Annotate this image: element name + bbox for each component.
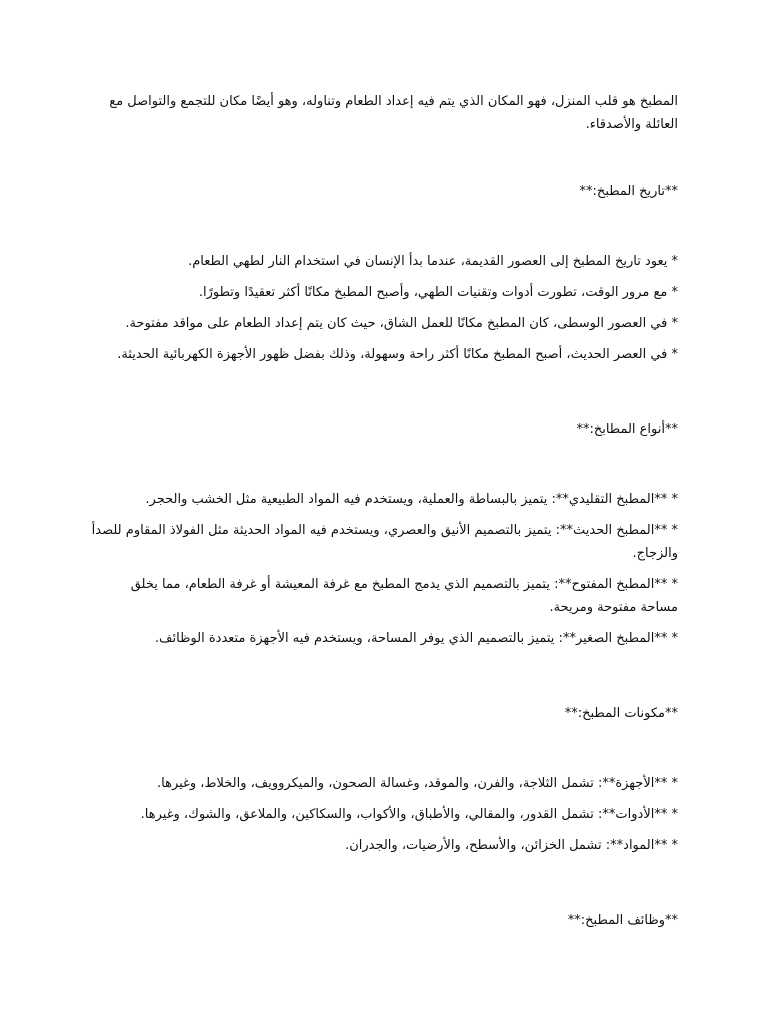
list-item: * يعود تاريخ المطبخ إلى العصور القديمة، عندما بدأ الإنسان في استخدام النار لطهي الطعام. — [188, 254, 678, 269]
list-item: * **المطبخ الصغير**: يتميز بالتصميم الذي يوفر المساحة، ويستخدم فيه الأجهزة متعددة الوظائف. — [154, 631, 678, 646]
list-item: * **الأجهزة**: تشمل الثلاجة، والفرن، والموقد، وغسالة الصحون، والميكروويف، والخلاط، وغيرها. — [157, 776, 678, 791]
section-heading-history: **تاريخ المطبخ:** — [579, 184, 678, 199]
section-heading-components: **مكونات المطبخ:** — [564, 706, 678, 721]
intro-paragraph: المطبخ هو قلب المنزل، فهو المكان الذي يتم فيه إعداد الطعام وتناوله، وهو أيضًا مكان للتجمع والتواصل مع العائلة والأصدقاء. — [109, 94, 678, 132]
document-page — [90, 90, 678, 932]
list-item: * في العصور الوسطى، كان المطبخ مكانًا للعمل الشاق، حيث كان يتم إعداد الطعام على مواقد مفتوحة. — [125, 316, 678, 331]
list-item: * في العصر الحديث، أصبح المطبخ مكانًا أكثر راحة وسهولة، وذلك بفضل ظهور الأجهزة الكهربائية الحديثة. — [117, 347, 678, 362]
list-item: * **الأدوات**: تشمل القدور، والمقالي، والأطباق، والأكواب، والسكاكين، والملاعق، والشوك، وغيرها. — [140, 807, 678, 822]
section-heading-functions: **وظائف المطبخ:** — [567, 913, 678, 928]
list-item: * **المواد**: تشمل الخزائن، والأسطح، والأرضيات، والجدران. — [345, 838, 678, 853]
list-item: * **المطبخ التقليدي**: يتميز بالبساطة والعملية، ويستخدم فيه المواد الطبيعية مثل الخشب والحجر. — [145, 492, 678, 507]
list-item: * **المطبخ المفتوح**: يتميز بالتصميم الذي يدمج المطبخ مع غرفة المعيشة أو غرفة الطعام، مما يخلق مساحة مفتوحة ومريحة. — [130, 577, 678, 615]
list-item: * **المطبخ الحديث**: يتميز بالتصميم الأنيق والعصري، ويستخدم فيه المواد الحديثة مثل الفولاذ المقاوم للصدأ والزجاج. — [91, 523, 678, 561]
list-item: * مع مرور الوقت، تطورت أدوات وتقنيات الطهي، وأصبح المطبخ مكانًا أكثر تعقيدًا وتطورًا. — [198, 285, 678, 300]
section-heading-types: **أنواع المطابخ:** — [576, 422, 678, 437]
